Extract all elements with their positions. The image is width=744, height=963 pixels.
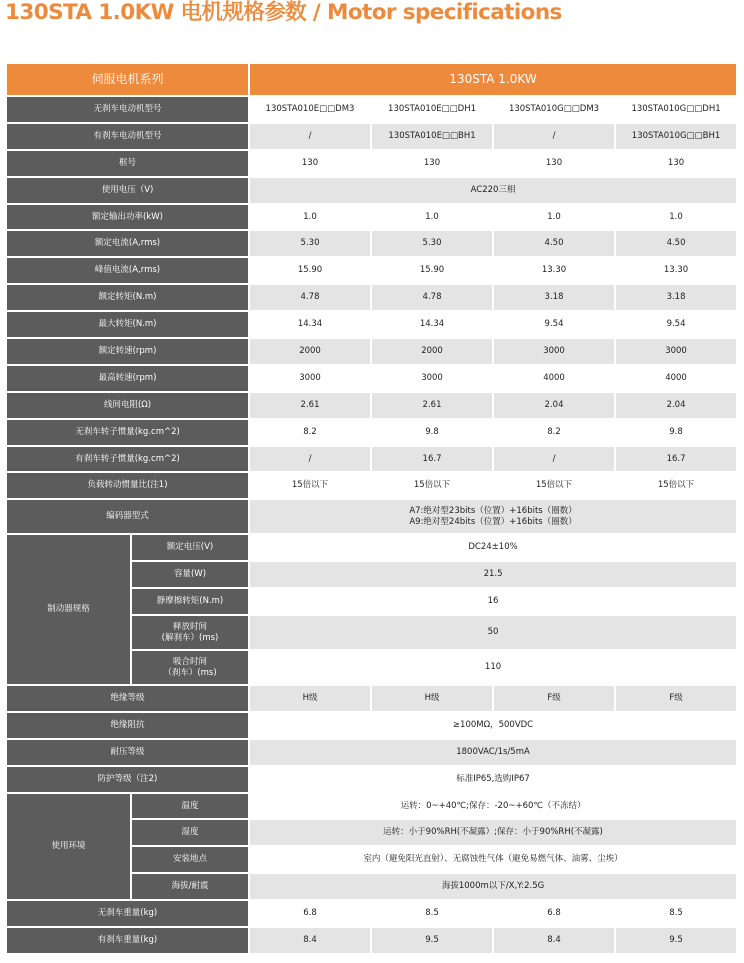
table-row — [7, 339, 736, 364]
cell: 15倍以下 — [372, 473, 492, 498]
cell: 130STA010G□□DM3 — [494, 97, 614, 122]
row-label: 最大转矩(N.m) — [7, 312, 248, 337]
cell: 8.5 — [616, 901, 736, 926]
row-label: 使用电压（V) — [7, 178, 248, 203]
cell: 8.5 — [372, 901, 492, 926]
release-time-label-1: 释放时间 — [173, 621, 208, 632]
table-row — [7, 740, 736, 765]
encoder-line-2: A9:绝对型24bits（位置）+16bits（圈数） — [409, 516, 577, 527]
cell: 13.30 — [494, 258, 614, 283]
row-label: 湿度 — [132, 820, 248, 845]
row-label: 最高转速(rpm) — [7, 366, 248, 391]
row-label: 线间电阻(Ω) — [7, 393, 248, 418]
cell: F级 — [494, 686, 614, 711]
cell: 15倍以下 — [250, 473, 370, 498]
cell: 9.54 — [616, 312, 736, 337]
cell: 13.30 — [616, 258, 736, 283]
table-row — [7, 713, 736, 738]
cell: 15倍以下 — [494, 473, 614, 498]
row-label: 耐压等级 — [7, 740, 248, 765]
cell: 130STA010E□□DH1 — [372, 97, 492, 122]
cell: 4.50 — [616, 231, 736, 256]
table-row — [7, 500, 736, 533]
row-label: 额定电流(A,rms) — [7, 231, 248, 256]
cell: 3.18 — [616, 285, 736, 310]
row-label: 有刹车重量(kg) — [7, 928, 248, 953]
cell: 16.7 — [616, 447, 736, 472]
row-label: 绝缘等级 — [7, 686, 248, 711]
cell: 15.90 — [372, 258, 492, 283]
table-row — [7, 231, 736, 256]
cell: 2.04 — [616, 393, 736, 418]
table-row — [7, 686, 736, 711]
cell: 3000 — [372, 366, 492, 391]
cell: 1.0 — [494, 205, 614, 230]
cell: 4.78 — [372, 285, 492, 310]
row-label: 额定转矩(N.m) — [7, 285, 248, 310]
row-label: 有刹车电动机型号 — [7, 124, 248, 149]
cell: 8.4 — [250, 928, 370, 953]
cell: 16.7 — [372, 447, 492, 472]
cell: 1.0 — [372, 205, 492, 230]
cell: 16 — [250, 589, 736, 614]
cell: 130STA010G□□BH1 — [616, 124, 736, 149]
row-label: 峰值电流(A,rms) — [7, 258, 248, 283]
cell: / — [250, 124, 370, 149]
table-row — [7, 124, 736, 149]
cell: 130STA010E□□DM3 — [250, 97, 370, 122]
cell: / — [494, 447, 614, 472]
table-row — [7, 473, 736, 498]
cell: 2000 — [372, 339, 492, 364]
cell: 2.61 — [250, 393, 370, 418]
cell: 6.8 — [250, 901, 370, 926]
table-row — [7, 794, 736, 819]
row-label: 静摩擦转矩(N.m) — [132, 589, 248, 614]
table-row — [7, 97, 736, 122]
cell: 15.90 — [250, 258, 370, 283]
page-title: 130STA 1.0KW 电机规格参数 / Motor specifications — [5, 0, 562, 25]
cell: 130STA010E□□BH1 — [372, 124, 492, 149]
table-row — [7, 178, 736, 203]
engage-time-label-2: （刹车）(ms) — [163, 667, 217, 678]
cell: 1.0 — [250, 205, 370, 230]
cell: 130STA010G□□DH1 — [616, 97, 736, 122]
cell: F级 — [616, 686, 736, 711]
cell: 4000 — [494, 366, 614, 391]
cell: ≥100MΩ，500VDC — [250, 713, 736, 738]
cell: 14.34 — [250, 312, 370, 337]
table-row — [7, 285, 736, 310]
cell: 5.30 — [250, 231, 370, 256]
cell: 运转：小于90%RH(不凝露）;保存：小于90%RH(不凝露) — [250, 820, 736, 845]
cell: DC24±10% — [250, 535, 736, 560]
group-label: 制动器规格 — [7, 535, 130, 684]
cell: 海拔1000m以下/X,Y:2.5G — [250, 874, 736, 899]
cell: 9.5 — [372, 928, 492, 953]
table-row — [7, 928, 736, 953]
cell: 9.5 — [616, 928, 736, 953]
cell: H级 — [372, 686, 492, 711]
cell: 8.4 — [494, 928, 614, 953]
table-row — [7, 366, 736, 391]
cell: 5.30 — [372, 231, 492, 256]
cell: 3000 — [616, 339, 736, 364]
row-label: 额定输出功率(kW) — [7, 205, 248, 230]
header-row — [7, 64, 736, 95]
cell: H级 — [250, 686, 370, 711]
cell: 6.8 — [494, 901, 614, 926]
table-row — [7, 535, 736, 560]
cell: 1.0 — [616, 205, 736, 230]
cell: 110 — [250, 651, 736, 684]
cell — [250, 500, 736, 533]
table-row — [7, 258, 736, 283]
cell: 130 — [494, 151, 614, 176]
engage-time-label-1: 吸合时间 — [173, 656, 208, 667]
cell: 3000 — [494, 339, 614, 364]
row-label: 负载转动惯量比(注1) — [7, 473, 248, 498]
cell: 9.8 — [372, 420, 492, 445]
motor-spec-table — [5, 62, 738, 955]
cell: 2.61 — [372, 393, 492, 418]
row-label: 海拔/耐震 — [132, 874, 248, 899]
table-row — [7, 420, 736, 445]
cell: 130 — [250, 151, 370, 176]
cell: 标准IP65,选购IP67 — [250, 767, 736, 792]
cell: 4000 — [616, 366, 736, 391]
row-label: 温度 — [132, 794, 248, 819]
cell: 8.2 — [494, 420, 614, 445]
cell: 运转：0~+40℃;保存：-20~+60℃（不冻结） — [250, 794, 736, 819]
group-label: 使用环境 — [7, 794, 130, 900]
release-time-label-2: (解刹车）(ms) — [161, 632, 219, 643]
cell: AC220三相 — [250, 178, 736, 203]
row-label: 安装地点 — [132, 847, 248, 872]
table-row — [7, 767, 736, 792]
row-label: 防护等级（注2) — [7, 767, 248, 792]
series-label: 伺服电机系列 — [7, 64, 248, 95]
table-row — [7, 151, 736, 176]
cell: 1800VAC/1s/5mA — [250, 740, 736, 765]
cell: 2.04 — [494, 393, 614, 418]
cell: 50 — [250, 616, 736, 649]
cell: 4.50 — [494, 231, 614, 256]
row-label: 无刹车重量(kg) — [7, 901, 248, 926]
cell: 3000 — [250, 366, 370, 391]
cell: 9.54 — [494, 312, 614, 337]
series-value: 130STA 1.0KW — [250, 64, 736, 95]
table-row — [7, 312, 736, 337]
cell: 21.5 — [250, 562, 736, 587]
row-label: 无刹车转子惯量(kg.cm^2) — [7, 420, 248, 445]
row-label: 框号 — [7, 151, 248, 176]
cell: 130 — [616, 151, 736, 176]
row-label: 容量(W) — [132, 562, 248, 587]
table-row — [7, 447, 736, 472]
cell: 9.8 — [616, 420, 736, 445]
row-label: 额定转速(rpm) — [7, 339, 248, 364]
row-label — [132, 616, 248, 649]
row-label — [132, 651, 248, 684]
cell: 3.18 — [494, 285, 614, 310]
cell: 4.78 — [250, 285, 370, 310]
cell: 130 — [372, 151, 492, 176]
cell: 14.34 — [372, 312, 492, 337]
table-row — [7, 393, 736, 418]
cell: 15倍以下 — [616, 473, 736, 498]
cell: / — [250, 447, 370, 472]
row-label: 绝缘阻抗 — [7, 713, 248, 738]
cell: / — [494, 124, 614, 149]
table-row — [7, 901, 736, 926]
row-label: 有刹车转子惯量(kg.cm^2) — [7, 447, 248, 472]
row-label: 额定电压(V) — [132, 535, 248, 560]
cell: 8.2 — [250, 420, 370, 445]
row-label: 无刹车电动机型号 — [7, 97, 248, 122]
row-label: 编码器型式 — [7, 500, 248, 533]
table-row — [7, 205, 736, 230]
encoder-line-1: A7:绝对型23bits（位置）+16bits（圈数） — [409, 505, 577, 516]
cell: 2000 — [250, 339, 370, 364]
cell: 室内（避免阳光直射）、无腐蚀性气体（避免易燃气体、油雾、尘埃） — [250, 847, 736, 872]
